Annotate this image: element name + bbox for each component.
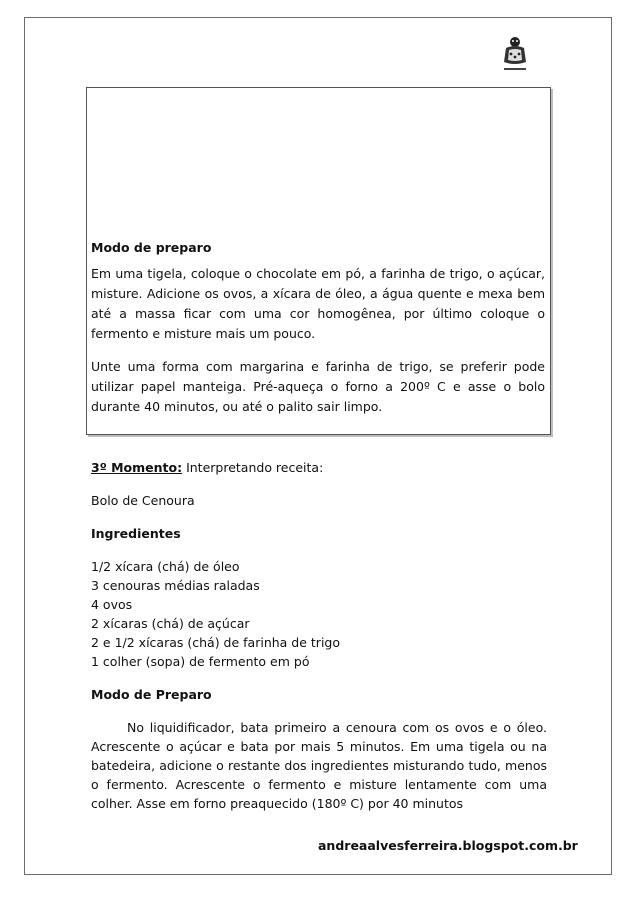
box-paragraph-1: Em uma tigela, coloque o chocolate em pó, a farinha de trigo, o açúcar, misture. Adicione os ovos, a xícara de óleo, a água quente e mexa bem até a massa ficar com uma cor homogênea, por último coloque o fermento e misture mais um pouco.	[91, 266, 545, 341]
list-item: 3 cenouras médias raladas	[91, 578, 260, 593]
box-content	[91, 238, 545, 417]
method-heading: Modo de Preparo	[91, 687, 212, 702]
moment-line	[91, 458, 547, 477]
box-heading: Modo de preparo	[91, 240, 212, 255]
recipe-title: Bolo de Cenoura	[91, 493, 195, 508]
list-item: 2 e 1/2 xícaras (chá) de farinha de trigo	[91, 635, 340, 650]
box-paragraph-2: Unte uma forma com margarina e farinha de trigo, se preferir pode utilizar papel manteiga. Pré-aqueça o forno a 200º C e asse o bolo durante 40 minutos, ou até o palito sair limpo.	[91, 359, 545, 414]
logo-icon	[500, 34, 530, 74]
ingredients-heading: Ingredientes	[91, 526, 181, 541]
ingredients-list	[91, 557, 547, 671]
list-item: 2 xícaras (chá) de açúcar	[91, 616, 250, 631]
list-item: 4 ovos	[91, 597, 133, 612]
moment-text: Interpretando receita:	[182, 460, 324, 475]
method-text: No liquidificador, bata primeiro a cenoura com os ovos e o óleo. Acrescente o açúcar e bata por mais 5 minutos. Em uma tigela ou na batedeira, adicione o restante dos ingredientes misturando tudo, menos o fermento. Acrescente o fermento e misture lentamente com uma colher. Asse em forno preaquecido (180º C) por 40 minutos	[91, 720, 547, 811]
main-content	[91, 458, 547, 813]
list-item: 1 colher (sopa) de fermento em pó	[91, 654, 310, 669]
moment-label: 3º Momento:	[91, 460, 183, 475]
footer-link[interactable]: andreaalvesferreira.blogspot.com.br	[318, 838, 578, 853]
list-item: 1/2 xícara (chá) de óleo	[91, 559, 240, 574]
